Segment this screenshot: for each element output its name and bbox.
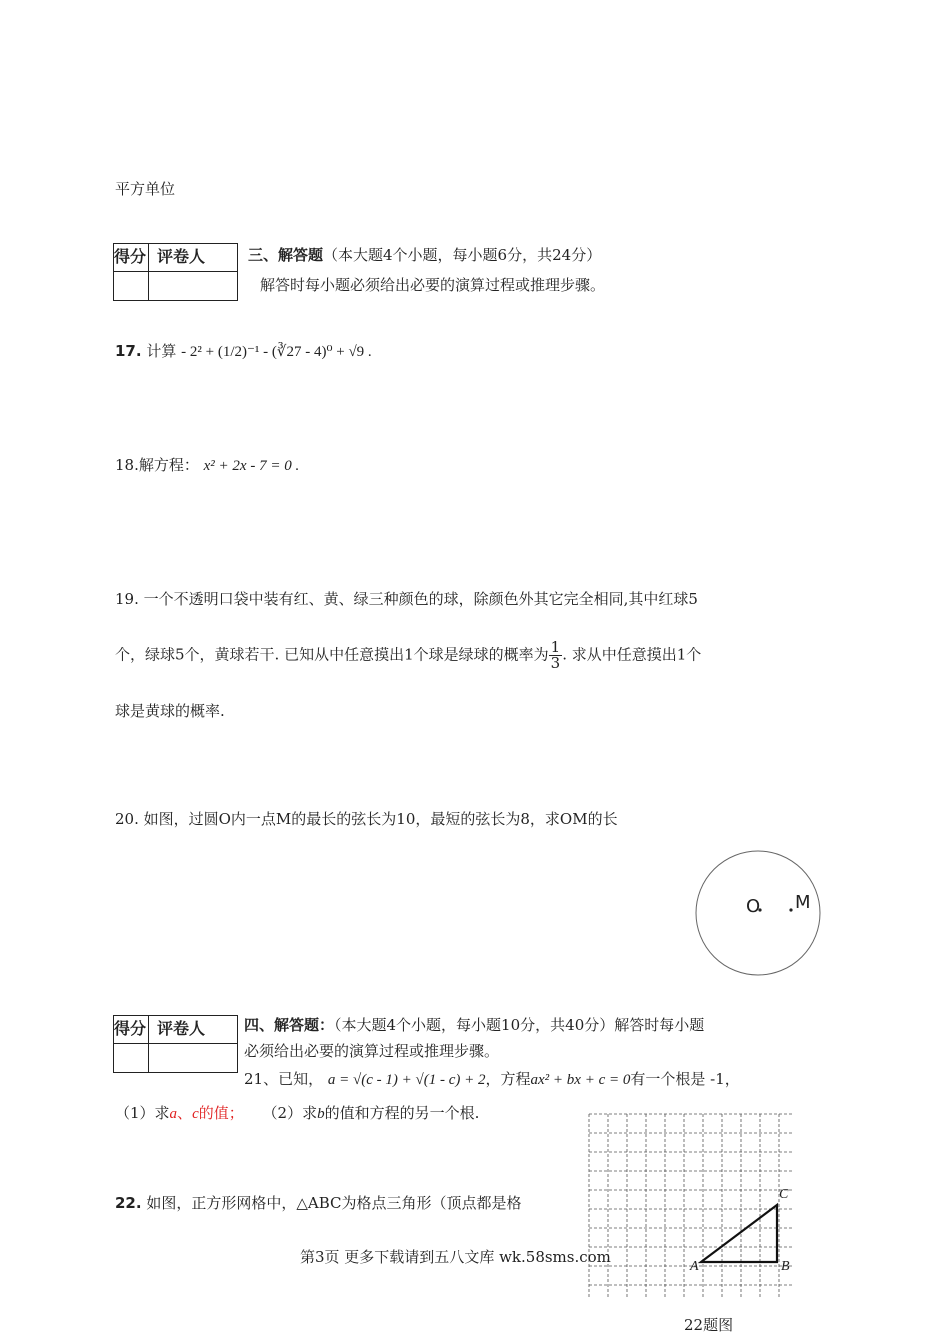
score-cell [114, 272, 149, 301]
q19-line2-end: . 求从中任意摸出1个 [562, 645, 702, 664]
q17-number: 17. [115, 342, 142, 360]
q21-sep: 、 [177, 1104, 193, 1122]
grader-header-2: 评卷人 [149, 1016, 238, 1044]
q18-prefix: 18.解方程： [115, 456, 199, 474]
score-header: 得分 [114, 244, 149, 272]
score-table [113, 243, 238, 301]
q22-line1 [115, 1192, 522, 1213]
triangle-abc [701, 1205, 777, 1262]
q21-part2-end: 的值和方程的另一个根. [324, 1104, 480, 1122]
q19-line1: 19. 一个不透明口袋中装有红、黄、绿三种颜色的球，除颜色外其它完全相同,其中红球5 [115, 590, 698, 608]
figure-caption: 22题图 [684, 1316, 734, 1334]
section4-note: 必须给出必要的演算过程或推理步骤。 [244, 1042, 500, 1060]
q19-line3: 球是黄球的概率. [115, 702, 225, 720]
q19-line2 [115, 640, 701, 671]
fraction-numerator: 1 [550, 638, 561, 656]
score-header-2: 得分 [114, 1016, 149, 1044]
label-o: O [746, 896, 761, 917]
score-table-2 [113, 1015, 238, 1073]
q18-expression: x² + 2x - 7 = 0 . [203, 458, 300, 474]
section3-note: 解答时每小题必须给出必要的演算过程或推理步骤。 [260, 276, 606, 294]
section3-heading [248, 244, 601, 265]
page-footer: 第3页 更多下载请到五八文库 wk.58sms.com [300, 1248, 611, 1266]
q21-line1 [244, 1068, 740, 1089]
q21-var-b: b [317, 1106, 325, 1122]
point-m [789, 908, 792, 911]
q21-condition: a = √(c - 1) + √(1 - c) + 2 [327, 1072, 486, 1088]
section4-title: 四、解答题： [244, 1016, 335, 1034]
grader-cell-2 [149, 1044, 238, 1073]
label-b: B [781, 1259, 790, 1274]
fraction-denominator: 3 [550, 654, 561, 672]
q18 [115, 454, 299, 475]
section4-meta: （本大题4个小题，每小题10分，共40分）解答时每小题 [334, 1016, 705, 1034]
section3-meta: （本大题4个小题，每小题6分，共24分） [323, 246, 602, 264]
q21-prefix: 21、已知， [244, 1070, 324, 1088]
q20-text: 20. 如图，过圆O内一点M的最长的弦长为10，最短的弦长为8，求OM的长 [115, 810, 618, 828]
probability-fraction [549, 640, 563, 671]
q21-line2 [115, 1102, 479, 1123]
label-m: M [795, 892, 811, 913]
score-cell-2 [114, 1044, 149, 1073]
q17-prefix: 计算 [146, 342, 177, 360]
q19-line2-start: 个，绿球5个，黄球若干. 已知从中任意摸出1个球是绿球的概率为 [115, 645, 549, 664]
q21-var-a: a [169, 1106, 178, 1122]
header-text: 平方单位 [115, 180, 176, 198]
label-a: A [690, 1259, 699, 1274]
section3-title: 三、解答题 [248, 246, 324, 264]
q22-text: 如图，正方形网格中，△ABC为格点三角形（顶点都是格 [146, 1194, 522, 1212]
q21-mid: ，方程 [485, 1070, 531, 1088]
q21-part1-end: 的值； [198, 1104, 244, 1122]
q22-number: 22. [115, 1194, 142, 1212]
q21-suffix: 有一个根是 -1， [630, 1070, 740, 1088]
label-c: C [779, 1187, 789, 1202]
q21-var-c: c [192, 1106, 199, 1122]
q21-part2: （2）求 [262, 1104, 318, 1122]
grader-header: 评卷人 [149, 244, 238, 272]
q17 [115, 340, 372, 361]
section4-heading [244, 1014, 704, 1035]
grader-cell [149, 272, 238, 301]
q21-equation: ax² + bx + c = 0 [530, 1072, 631, 1088]
q21-part1: （1）求 [115, 1104, 170, 1122]
q17-expression: - 2² + (1/2)⁻¹ - (∛27 - 4)⁰ + √9 . [181, 344, 372, 360]
